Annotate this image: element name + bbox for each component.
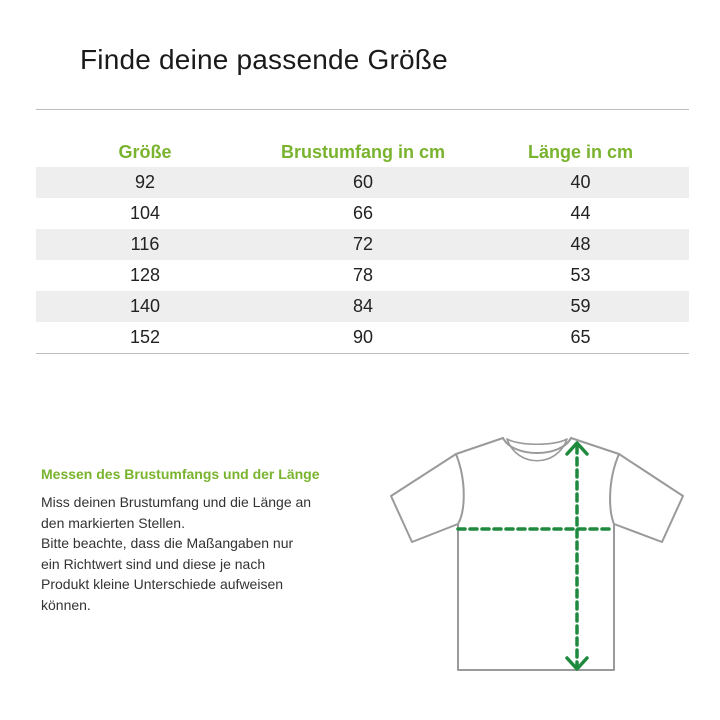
table-row <box>36 167 689 198</box>
measure-heading: Messen des Brustumfangs und der Länge <box>41 466 320 482</box>
cell-chest: 78 <box>352 265 374 285</box>
cell-chest: 72 <box>254 229 472 260</box>
page-title: Finde deine passende Größe <box>80 44 448 75</box>
cell-size: 116 <box>36 229 254 260</box>
header-size: Größe <box>118 142 172 162</box>
table-row <box>36 198 689 229</box>
header-chest: Brustumfang in cm <box>280 142 445 162</box>
cell-size: 140 <box>36 291 254 322</box>
cell-length: 40 <box>472 167 689 198</box>
measure-line: können. <box>41 596 91 613</box>
shirt-sleeve-seam-right <box>610 454 619 524</box>
measure-line: Miss deinen Brustumfang und die Länge an <box>41 494 312 510</box>
tshirt-measurement-icon <box>385 432 685 680</box>
shirt-sleeve-seam-left <box>456 454 464 524</box>
cell-length: 53 <box>570 265 591 285</box>
cell-length: 59 <box>472 291 689 322</box>
cell-size: 128 <box>129 265 161 285</box>
shirt-outline <box>391 438 683 670</box>
cell-size: 152 <box>36 322 254 354</box>
measure-instructions <box>41 492 361 615</box>
cell-length: 44 <box>570 203 591 223</box>
measure-line: den markierten Stellen. <box>41 514 185 531</box>
cell-length: 65 <box>472 322 689 354</box>
title-divider <box>36 109 689 110</box>
table-row <box>36 260 689 291</box>
header-length: Länge in cm <box>527 142 634 162</box>
table-row <box>36 229 689 260</box>
size-table <box>36 138 689 354</box>
cell-chest: 60 <box>254 167 472 198</box>
table-header-row <box>36 138 689 167</box>
table-row <box>36 322 689 354</box>
cell-chest: 66 <box>352 203 374 223</box>
measure-line: ein Richtwert sind und diese je nach <box>41 555 266 572</box>
cell-length: 48 <box>472 229 689 260</box>
cell-size: 92 <box>36 167 254 198</box>
measure-line: Bitte beachte, dass die Maßangaben nur <box>41 535 294 551</box>
table-row <box>36 291 689 322</box>
measure-line: Produkt kleine Unterschiede aufweisen <box>41 576 284 592</box>
cell-size: 104 <box>129 203 161 223</box>
cell-chest: 90 <box>254 322 472 354</box>
cell-chest: 84 <box>254 291 472 322</box>
